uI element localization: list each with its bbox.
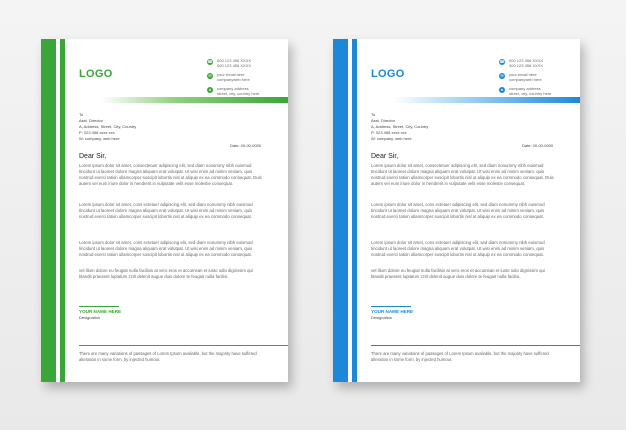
recipient-line: W: company, web here xyxy=(371,136,412,141)
contact-text: 000 123 456 XXXX xyxy=(217,63,252,68)
contact-text: companyweb here xyxy=(217,77,250,82)
body-paragraph: vel illum dolore eu feugiat nulla facilisis at vero eros et accumsan et iusto odio dignissim qui blandit praesent luptatum zzril delenit augue duis dolore te feugait nulla facilisi. xyxy=(79,268,253,279)
body-paragraph: Lorem ipsum dolor sit amet, cons ectetuer adipiscing elit, sed diam nonummy nibh euismod tincidunt ut laoreet dolore magna aliquam erat volutpat. Ut wisi enim ad minim veniam, quis nostrud exerci tation ullamcorper suscipit lobortis nisl ut aliquip ex ea commodo consequat. xyxy=(79,240,253,257)
recipient-line: Asst. Director xyxy=(79,118,104,123)
recipient-block xyxy=(79,112,136,142)
greeting: Dear Sir, xyxy=(79,153,107,160)
side-bar-thick xyxy=(333,39,348,382)
signature-name: YOUR NAME HERE xyxy=(79,309,122,314)
location-icon: ● xyxy=(500,87,504,92)
signature-line xyxy=(371,306,411,307)
side-bar-thick xyxy=(41,39,56,382)
body-paragraph: Lorem ipsum dolor sit amet, cons ectetuer adipiscing elit, sed diam nonummy nibh euismod tincidunt ut laoreet dolore magna aliquam erat volutpat. Ut wisi enim ad minim veniam, quis nostrud exerci tation ullamcorper suscipit lobortis nisl ut aliquip ex ea commodo consequat. xyxy=(371,240,545,257)
recipient-block xyxy=(371,112,428,142)
footer-line xyxy=(79,345,288,346)
phone-icon: ☎ xyxy=(499,59,505,64)
signature-title: Designation xyxy=(79,315,101,320)
contact-text: 000 123 456 XXXX xyxy=(509,58,544,63)
contact-text: your email here xyxy=(217,72,245,77)
logo: LOGO xyxy=(371,68,405,80)
side-bar-thin xyxy=(352,39,357,382)
contact-text: companyweb here xyxy=(509,77,542,82)
recipient-line: P: 023 456 xxxx xxx xyxy=(371,130,407,135)
contact-text: your email here xyxy=(509,72,537,77)
signature-line xyxy=(79,306,119,307)
recipient-line: P: 023 456 xxxx xxx xyxy=(79,130,115,135)
recipient-line: Asst. Director xyxy=(371,118,396,123)
body-paragraph: Lorem ipsum dolor sit amet, cons ectetuer adipiscing elit, sed diam nonummy nibh euismod tincidunt ut laoreet dolore magna aliquam erat volutpat. Ut wisi enim ad minim veniam, quis nostrud exerci tation ullamcorper suscipit lobortis nisl ut aliquip ex ea commodo consequat. xyxy=(371,202,545,219)
footer-text: There are many variations of passages of Lorem Ipsum available, but the majority have suffered alteration in some form, by injected humour. xyxy=(371,351,549,362)
recipient-line: W: company, web here xyxy=(79,136,120,141)
contact-text: company address xyxy=(217,86,249,91)
body-paragraph: Lorem ipsum dolor sit amet, consectetuer adipiscing elit, sed diam nonummy nibh euismod tincidunt ut laoreet dolore magna aliquam erat volutpat. Ut wisi enim ad minim veniam, quis nostrud exerci tation ullamcorper suscipit lobortis nisl ut aliquip ex ea commodo consequat. Duis autem vel eum iriure dolor in hendrerit in vulputate velit esse molestie consequat. xyxy=(371,163,554,186)
logo: LOGO xyxy=(79,68,113,80)
mail-icon: ✉ xyxy=(208,73,212,78)
contact-text: company address xyxy=(509,86,541,91)
recipient-line: A, Address, Street, City, Country xyxy=(371,124,429,129)
date: Date: 00-00-0000 xyxy=(230,143,262,148)
recipient-line: To xyxy=(371,112,376,117)
footer-text: There are many variations of passages of Lorem Ipsum available, but the majority have suffered alteration in some form, by injected humour. xyxy=(79,351,257,362)
contact-text: street, city, country here xyxy=(217,91,260,96)
recipient-line: A, Address, Street, City, Country xyxy=(79,124,137,129)
recipient-line: To xyxy=(79,112,84,117)
location-icon: ● xyxy=(208,87,212,92)
greeting: Dear Sir, xyxy=(371,153,399,160)
body-paragraph: Lorem ipsum dolor sit amet, cons ectetuer adipiscing elit, sed diam nonummy nibh euismod tincidunt ut laoreet dolore magna aliquam erat volutpat. Ut wisi enim ad minim veniam, quis nostrud exerci tation ullamcorper suscipit lobortis nisl ut aliquip ex ea commodo consequat. xyxy=(79,202,253,219)
header-gradient-line xyxy=(101,97,288,103)
header-gradient-line xyxy=(393,97,580,103)
signature-name: YOUR NAME HERE xyxy=(371,309,414,314)
date: Date: 00-00-0000 xyxy=(522,143,554,148)
footer-line xyxy=(371,345,580,346)
signature-title: Designation xyxy=(371,315,393,320)
contact-text: 000 123 456 XXXX xyxy=(509,63,544,68)
body-paragraph: Lorem ipsum dolor sit amet, consectetuer adipiscing elit, sed diam nonummy nibh euismod tincidunt ut laoreet dolore magna aliquam erat volutpat. Ut wisi enim ad minim veniam, quis nostrud exerci tation ullamcorper suscipit lobortis nisl ut aliquip ex ea commodo consequat. Duis autem vel eum iriure dolor in hendrerit in vulputate velit esse molestie consequat. xyxy=(79,163,262,186)
phone-icon: ☎ xyxy=(207,59,213,64)
letterhead-green xyxy=(41,39,288,382)
contact-text: 000 123 456 XXXX xyxy=(217,58,252,63)
body-paragraph: vel illum dolore eu feugiat nulla facilisis at vero eros et accumsan et iusto odio dignissim qui blandit praesent luptatum zzril delenit augue duis dolore te feugait nulla facilisi. xyxy=(371,268,545,279)
contact-text: street, city, country here xyxy=(509,91,552,96)
mail-icon: ✉ xyxy=(500,73,504,78)
side-bar-thin xyxy=(60,39,65,382)
letterhead-blue xyxy=(333,39,580,382)
